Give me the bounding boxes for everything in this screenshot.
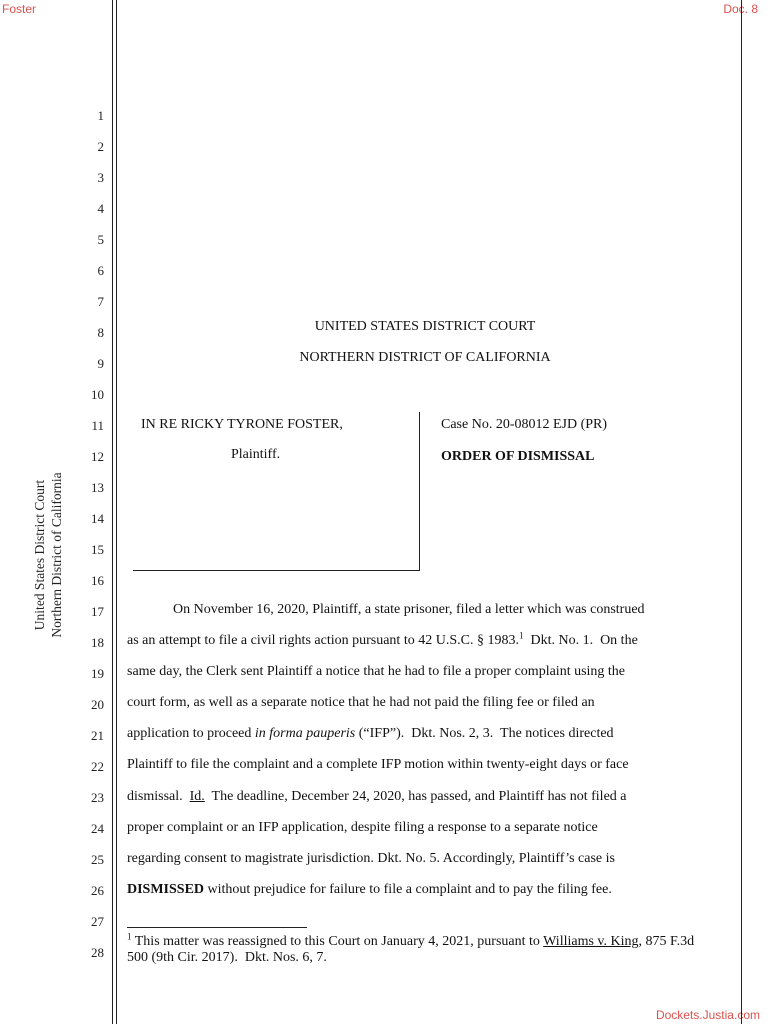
line-number-25: 25: [91, 852, 104, 867]
footnote-separator: [127, 927, 307, 928]
margin-rule-left: [112, 0, 113, 1024]
line-number-3: 3: [97, 170, 104, 185]
body-line-26: [127, 882, 723, 898]
caption-divider-vertical: [419, 412, 420, 570]
line-number-10: 10: [91, 387, 104, 402]
court-margin-label: [31, 425, 71, 685]
court-district: NORTHERN DISTRICT OF CALIFORNIA: [299, 350, 551, 365]
margin-rule-right: [741, 0, 742, 1024]
caption-divider-horizontal: [133, 570, 420, 571]
court-name: UNITED STATES DISTRICT COURT: [314, 319, 536, 334]
line-number-19: 19: [91, 666, 104, 681]
caption-party: IN RE RICKY TYRONE FOSTER,: [141, 417, 343, 432]
footnote-mark: 1: [127, 931, 132, 942]
line-number-27: 27: [91, 914, 104, 929]
footer-source-label: Dockets.Justia.com: [655, 1008, 760, 1022]
line-number-5: 5: [97, 232, 104, 247]
line-number-7: 7: [97, 294, 104, 309]
line-number-14: 14: [91, 511, 104, 526]
line-number-2: 2: [97, 139, 104, 154]
body-line-17: On November 16, 2020, Plaintiff, a state prisoner, filed a letter which was construed: [173, 602, 645, 617]
line-number-20: 20: [91, 697, 104, 712]
body-line-21-text: application to proceed: [127, 726, 255, 741]
body-line-26-rest: without prejudice for failure to file a complaint and to pay the filing fee.: [204, 882, 612, 897]
dismissed-term: DISMISSED: [127, 882, 205, 897]
body-line-18-text: as an attempt to file a civil rights action pursuant to 42 U.S.C. § 1983.: [127, 633, 519, 648]
body-line-24: proper complaint or an IFP application, despite filing a response to a separate notice: [127, 820, 598, 835]
footnote-ref: 1: [518, 630, 524, 641]
body-line-21-rest: (“IFP”). Dkt. Nos. 2, 3. The notices directed: [355, 726, 614, 741]
body-line-21: [127, 726, 723, 742]
line-number-28: 28: [91, 945, 104, 960]
id-citation: Id.: [189, 789, 205, 804]
ifp-latin-term: in forma pauperis: [254, 726, 356, 741]
line-number-24: 24: [91, 821, 104, 836]
body-line-22: Plaintiff to file the complaint and a complete IFP motion within twenty-eight days or face: [127, 757, 629, 772]
line-number-21: 21: [91, 728, 104, 743]
line-number-15: 15: [91, 542, 104, 557]
line-number-12: 12: [91, 449, 104, 464]
court-margin-line2: Northern District of California: [49, 472, 64, 638]
header-left-label: Foster: [2, 2, 37, 16]
court-margin-line1: United States District Court: [32, 479, 47, 631]
case-number: Case No. 20-08012 EJD (PR): [441, 417, 608, 432]
line-number-9: 9: [97, 356, 104, 371]
line-number-8: 8: [97, 325, 104, 340]
line-number-16: 16: [91, 573, 104, 588]
line-number-6: 6: [97, 263, 104, 278]
footnote: [127, 931, 717, 966]
line-number-23: 23: [91, 790, 104, 805]
line-number-17: 17: [91, 604, 104, 619]
body-line-18: [127, 630, 723, 649]
header-right-label: Doc. 8: [723, 2, 758, 16]
footnote-case-name: Williams v. King: [543, 934, 639, 949]
line-number-26: 26: [91, 883, 104, 898]
body-line-19: same day, the Clerk sent Plaintiff a notice that he had to file a proper complaint using the: [127, 664, 626, 679]
line-number-1: 1: [97, 108, 104, 123]
line-number-22: 22: [91, 759, 104, 774]
body-line-23-rest: The deadline, December 24, 2020, has passed, and Plaintiff has not filed a: [204, 789, 627, 804]
body-line-18-cite: Dkt. No. 1. On the: [523, 633, 638, 648]
body-line-23: [127, 789, 723, 805]
line-number-11: 11: [91, 418, 104, 433]
line-number-13: 13: [91, 480, 104, 495]
order-title: ORDER OF DISMISSAL: [441, 449, 595, 464]
line-number-4: 4: [97, 201, 104, 216]
footnote-text: This matter was reassigned to this Court on January 4, 2021, pursuant to: [131, 934, 544, 949]
line-number-18: 18: [91, 635, 104, 650]
body-line-25: regarding consent to magistrate jurisdiction. Dkt. No. 5. Accordingly, Plaintiff’s case is: [127, 851, 615, 866]
margin-rule-left-inner: [116, 0, 117, 1024]
body-line-20: court form, as well as a separate notice that he had not paid the filing fee or filed an: [127, 695, 595, 710]
caption-role: Plaintiff.: [231, 447, 281, 462]
body-line-23-text: dismissal.: [127, 789, 190, 804]
footnote-text-rest: , 875 F.3d 500 (9th Cir. 2017). Dkt. Nos. 6, 7.: [127, 934, 698, 965]
